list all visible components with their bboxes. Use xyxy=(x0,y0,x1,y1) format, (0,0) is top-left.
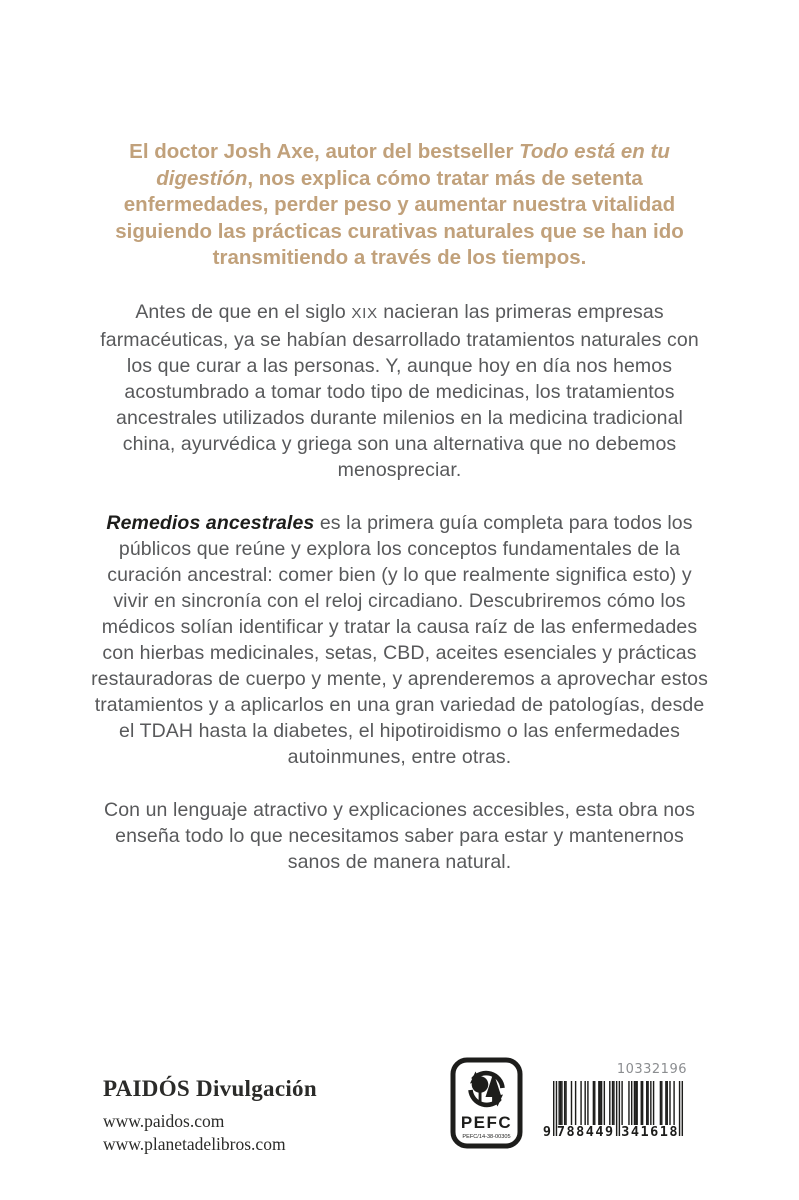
roman-numeral-xix: XIX xyxy=(351,304,378,322)
pefc-certification-logo xyxy=(450,1057,523,1149)
paragraph-text: nacieran las primeras empresas farmacéuticas, ya se habían desarrollado tratamientos naturales con los que curar a las personas. Y, aunque hoy en día nos hemos acostumbrado a tomar todo tipo de medicinas, los tratamientos ancestrales utilizados durante milenios en la medicina tradicional china, ayurvédica y griega son una alternativa que no debemos menospreciar. xyxy=(100,300,699,481)
paragraph-text: Antes de que en el siglo xyxy=(135,300,352,323)
isbn-digits-left: 788449 xyxy=(556,1124,615,1137)
paragraph-2 xyxy=(88,510,712,770)
product-code: 10332196 xyxy=(616,1062,687,1077)
barcode-block xyxy=(543,1062,689,1137)
headline-text: El doctor Josh Axe, autor del bestseller xyxy=(129,140,520,163)
paragraph-text: es la primera guía completa para todos los públicos que reúne y explora los conceptos fundamentales de la curación ancestral: comer bien (y lo que realmente significa esto) y vivir en sincronía con el reloj circadiano. Descubriremos cómo los médicos solían identificar y tratar la causa raíz de las enfermedades con hierbas medicinales, setas, CBD, aceites esenciales y prácticas restauradoras de cuerpo y mente, y aprenderemos a aprovechar estos tratamientos y a aplicarlos en una gran variedad de patologías, desde el TDAH hasta la diabetes, el hipotiroidismo o las enfermedades autoinmunes, entre otras. xyxy=(91,511,708,768)
back-cover-copy xyxy=(88,0,712,875)
publisher-url-paidos: www.paidos.com xyxy=(103,1111,225,1131)
pefc-trees-icon xyxy=(470,1072,503,1107)
headline-text: , nos explica cómo tratar más de setenta enfermedades, perder peso y aumentar nuestra vitalidad siguiendo las prácticas curativas naturales que se han ido transmitiendo a través de los tiempos. xyxy=(115,166,684,269)
headline xyxy=(88,139,712,272)
ean13-barcode xyxy=(543,1081,689,1137)
paragraph-3 xyxy=(88,797,712,875)
pefc-cert-number: PEFC/14-38-00305 xyxy=(462,1134,511,1140)
referenced-book-title: Todo está en tu digestión xyxy=(156,140,670,190)
isbn-digit-prefix: 9 xyxy=(543,1124,551,1137)
paragraph-text: Con un lenguaje atractivo y explicaciones accesibles, esta obra nos enseña todo lo que necesitamos saber para estar y mantenernos sanos de manera natural. xyxy=(104,798,695,873)
publisher-block xyxy=(103,1076,317,1156)
publisher-imprint: PAIDÓS Divulgación xyxy=(103,1076,317,1101)
pefc-label: PEFC xyxy=(460,1113,513,1132)
book-title-emphasis: Remedios ancestrales xyxy=(106,511,315,534)
pefc-logo-svg xyxy=(450,1057,523,1149)
publisher-url-planetadelibros: www.planetadelibros.com xyxy=(103,1134,286,1154)
paragraph-1 xyxy=(88,299,712,483)
isbn-digits-right: 341618 xyxy=(621,1124,679,1137)
